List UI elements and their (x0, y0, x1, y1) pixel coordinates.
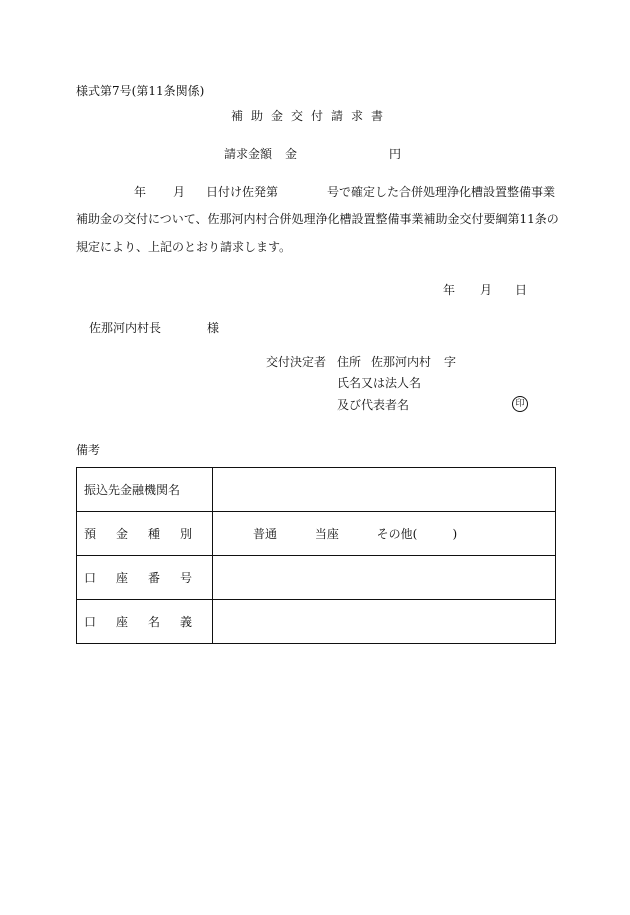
bank-info-table (76, 467, 556, 644)
body-month-label: 月 (173, 185, 186, 199)
bank-name-field[interactable] (213, 468, 556, 512)
bank-name-label: 振込先金融機関名 (77, 468, 213, 512)
body-line1-mid: 日付け佐発第 (206, 185, 279, 199)
address-label: 住所 (337, 355, 362, 369)
account-holder-label: 口座名義 (77, 600, 213, 644)
seal-icon: 印 (512, 396, 528, 412)
table-row (77, 468, 556, 512)
body-line3: 規定により、上記のとおり請求します。 (76, 240, 292, 254)
table-row (77, 512, 556, 556)
amount-kin: 金 (285, 147, 298, 161)
date-day-label: 日 (515, 283, 528, 297)
account-type-field[interactable] (213, 512, 556, 556)
address-aza: 字 (444, 355, 457, 369)
account-number-field[interactable] (213, 556, 556, 600)
account-number-label: 口座番号 (77, 556, 213, 600)
form-number: 様式第7号(第11条関係) (76, 84, 205, 98)
account-type-current[interactable]: 当座 (314, 527, 339, 541)
amount-label: 請求金額 (224, 147, 273, 161)
document-title: 補助金交付請求書 (231, 109, 392, 123)
account-type-label: 預金種別 (77, 512, 213, 556)
address-village: 佐那河内村 (371, 355, 432, 369)
amount-yen: 円 (389, 147, 402, 161)
account-type-other-close: ) (452, 527, 458, 541)
addressee-suffix: 様 (207, 321, 220, 335)
table-row (77, 600, 556, 644)
table-row (77, 556, 556, 600)
remarks-label: 備考 (76, 443, 101, 457)
account-type-other[interactable]: その他( (376, 527, 418, 541)
name-label: 氏名又は法人名 (337, 376, 422, 390)
account-type-ordinary[interactable]: 普通 (253, 527, 278, 541)
body-year-label: 年 (134, 185, 147, 199)
account-holder-field[interactable] (213, 600, 556, 644)
date-month-label: 月 (480, 283, 493, 297)
representative-label: 及び代表者名 (337, 398, 410, 412)
body-line1-end: 号で確定した合併処理浄化槽設置整備事業 (327, 185, 556, 199)
body-line2: 補助金の交付について、佐那河内村合併処理浄化槽設置整備事業補助金交付要綱第11条の (76, 212, 559, 226)
date-year-label: 年 (443, 283, 456, 297)
addressee-name: 佐那河内村長 (89, 321, 162, 335)
recipient-label: 交付決定者 (266, 355, 327, 369)
